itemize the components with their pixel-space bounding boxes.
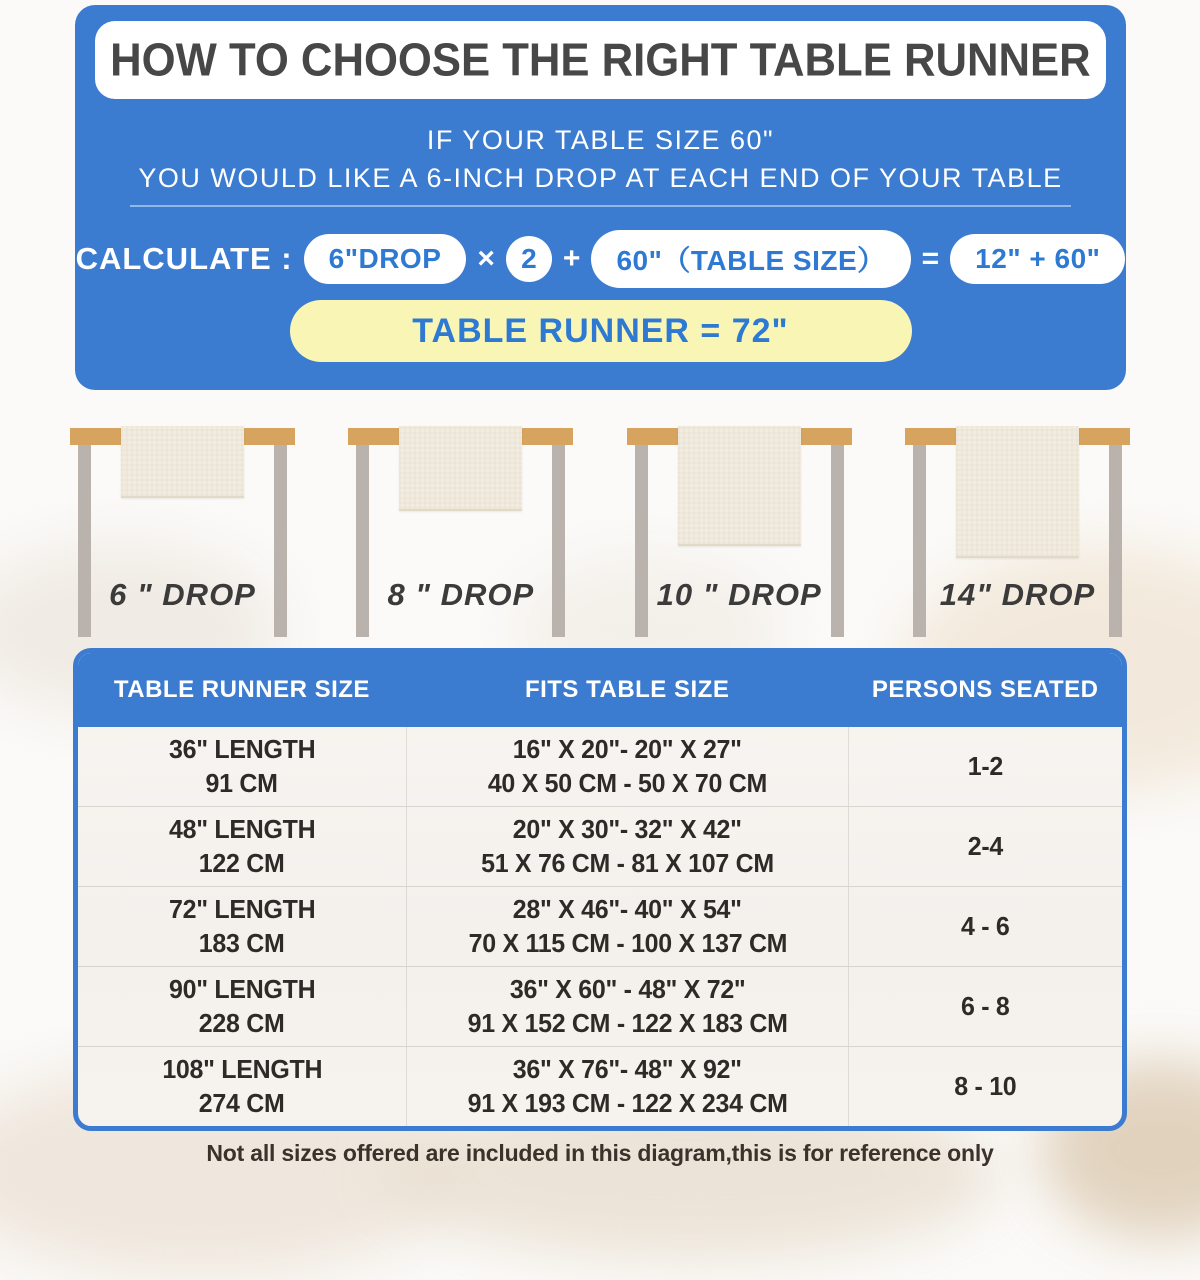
calculation-formula [75, 231, 1126, 287]
runner-size-inches: 72" LENGTH [168, 893, 316, 924]
title-banner [95, 21, 1106, 99]
drop-label: 8 " DROP [387, 577, 535, 612]
persons-cell [848, 727, 1122, 806]
fits-size-inches: 28" X 46"- 40" X 54" [513, 893, 743, 924]
drop-figure-8 [348, 425, 573, 643]
runner-size-cm: 122 CM [199, 847, 285, 878]
divider-line [130, 205, 1071, 207]
fits-size-inches: 20" X 30"- 32" X 42" [513, 813, 743, 844]
runner-size-inches: 36" LENGTH [168, 733, 316, 764]
calculate-label: CALCULATE : [75, 241, 293, 276]
persons-value: 8 - 10 [954, 1070, 1017, 1101]
result-banner: TABLE RUNNER = 72" [290, 300, 912, 362]
table-row [78, 806, 1122, 886]
column-header-fits-table-size: FITS TABLE SIZE [524, 676, 730, 703]
drop-label: 14" DROP [939, 577, 1096, 612]
fits-size-cell [406, 727, 849, 806]
times-operator: × [477, 242, 495, 275]
runner-size-cell [78, 887, 406, 966]
runner-size-cm: 91 CM [205, 767, 278, 798]
table-runner [956, 426, 1079, 558]
table-row [78, 966, 1122, 1046]
fits-size-cell [406, 1047, 849, 1126]
runner-size-inches: 108" LENGTH [161, 1053, 322, 1084]
fits-size-cell [406, 807, 849, 886]
plus-operator: + [562, 242, 581, 275]
persons-cell [848, 1047, 1122, 1126]
table-runner [121, 426, 244, 498]
table-body [78, 727, 1122, 1126]
drop-figure-6 [70, 425, 295, 643]
runner-size-cell [78, 807, 406, 886]
table-row [78, 727, 1122, 806]
table-row [78, 1046, 1122, 1126]
size-reference-table [73, 648, 1127, 1131]
runner-size-cell [78, 967, 406, 1046]
table-row [78, 886, 1122, 966]
fits-size-inches: 36" X 60" - 48" X 72" [509, 973, 746, 1004]
runner-size-cm: 274 CM [199, 1087, 285, 1118]
runner-size-cell [78, 1047, 406, 1126]
drop-label: 6 " DROP [109, 577, 256, 612]
fits-size-inches: 16" X 20"- 20" X 27" [513, 733, 743, 764]
fits-size-cell [406, 887, 849, 966]
runner-size-cm: 228 CM [199, 1007, 285, 1038]
subtitle-line-2: YOU WOULD LIKE A 6-INCH DROP AT EACH END OF YOUR TABLE [138, 163, 1063, 193]
page-title: HOW TO CHOOSE THE RIGHT TABLE RUNNER [110, 32, 1091, 86]
table-runner [678, 426, 801, 546]
subtitle-line-1: IF YOUR TABLE SIZE 60" [426, 125, 775, 155]
instruction-panel [75, 5, 1126, 390]
table-header-row [78, 653, 1122, 727]
equals-operator: = [921, 242, 940, 275]
persons-value: 6 - 8 [961, 990, 1010, 1021]
persons-value: 1-2 [968, 750, 1004, 781]
table-runner [399, 426, 522, 511]
drop-figure-10 [627, 425, 852, 643]
column-header-runner-size: TABLE RUNNER SIZE [113, 676, 370, 703]
fits-size-cm: 40 X 50 CM - 50 X 70 CM [488, 767, 768, 798]
runner-size-cell [78, 727, 406, 806]
table-size-pill: 60"（TABLE SIZE） [591, 230, 910, 288]
drop-value-pill: 6"DROP [304, 234, 467, 284]
drop-figure-14 [905, 425, 1130, 643]
multiplier-badge: 2 [506, 236, 552, 282]
persons-cell [848, 887, 1122, 966]
runner-size-inches: 48" LENGTH [168, 813, 316, 844]
fits-size-cm: 91 X 193 CM - 122 X 234 CM [467, 1087, 788, 1118]
runner-size-inches: 90" LENGTH [168, 973, 316, 1004]
persons-value: 4 - 6 [961, 910, 1010, 941]
persons-cell [848, 967, 1122, 1046]
fits-size-cm: 70 X 115 CM - 100 X 137 CM [468, 927, 787, 958]
fits-size-inches: 36" X 76"- 48" X 92" [513, 1053, 743, 1084]
fits-size-cell [406, 967, 849, 1046]
runner-size-cm: 183 CM [199, 927, 285, 958]
column-header-persons-seated: PERSONS SEATED [871, 676, 1099, 703]
sum-pill: 12" + 60" [950, 234, 1125, 284]
reference-disclaimer: Not all sizes offered are included in this diagram,this is for reference only [206, 1140, 994, 1166]
fits-size-cm: 51 X 76 CM - 81 X 107 CM [481, 847, 775, 878]
drop-label: 10 " DROP [656, 577, 822, 612]
fits-size-cm: 91 X 152 CM - 122 X 183 CM [467, 1007, 788, 1038]
drop-examples [70, 425, 1130, 643]
persons-cell [848, 807, 1122, 886]
persons-value: 2-4 [968, 830, 1004, 861]
